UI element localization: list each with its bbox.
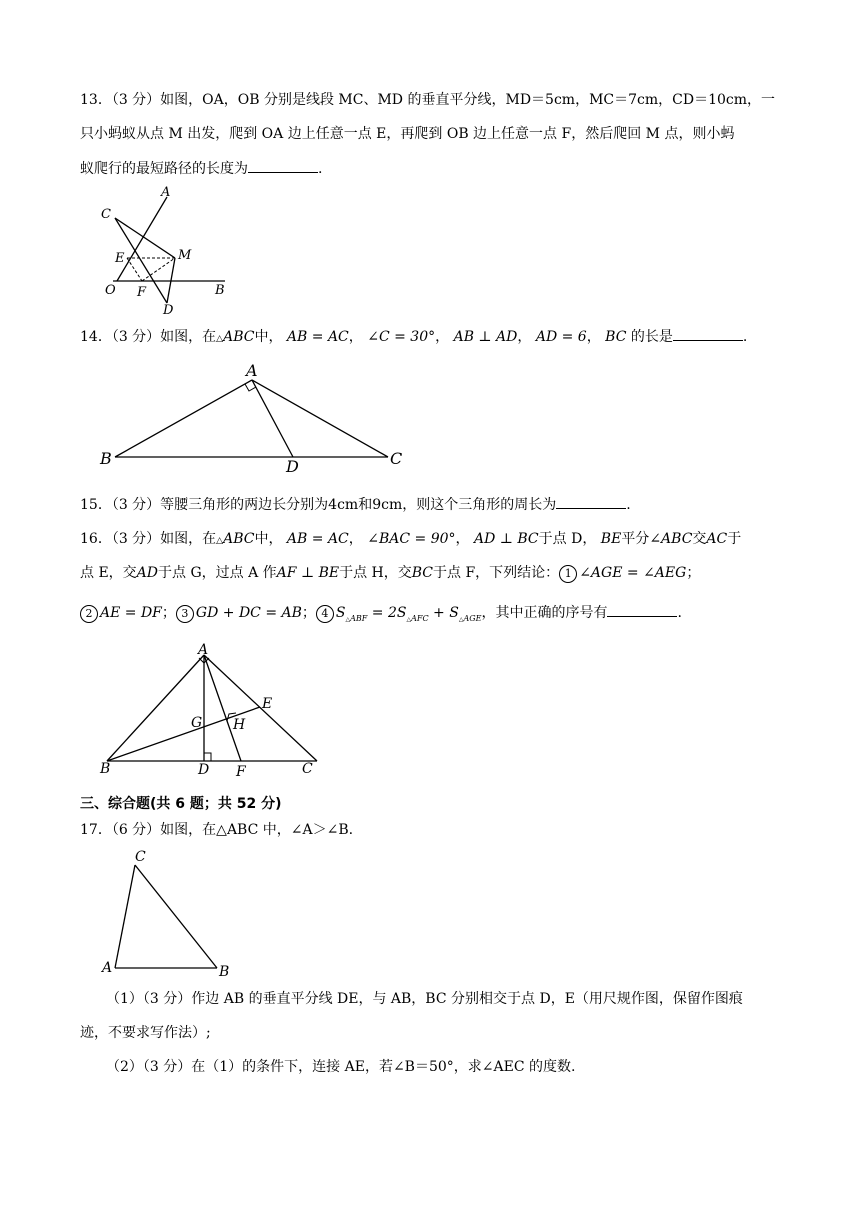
q14-ask-var: BC bbox=[605, 329, 627, 345]
q16-eq: = 2 bbox=[367, 605, 397, 621]
q16-semi1: ； bbox=[686, 565, 701, 581]
q14-sep2: ， bbox=[435, 329, 450, 345]
q14-figure bbox=[95, 358, 415, 478]
q16-line1: 16．（3 分）如图，在△ABC中， AB = AC， ∠BAC = 90°， AD ⊥ BC于点 D， BE平分∠ABC交AC于 bbox=[80, 531, 742, 547]
q13-label-f: F bbox=[137, 285, 147, 300]
q14-answer-blank bbox=[673, 326, 743, 341]
q16-mid: 中， bbox=[254, 531, 283, 547]
q16-af-be: AF ⊥ BE bbox=[276, 565, 340, 581]
q16-figure bbox=[95, 638, 335, 783]
q16-s1-sub: ABF bbox=[350, 613, 368, 623]
q13-label-c: C bbox=[101, 207, 111, 222]
q16-circle-4: 4 bbox=[316, 605, 334, 623]
q16-ask: ，其中正确的序号有 bbox=[481, 605, 608, 621]
q15-line bbox=[80, 494, 631, 515]
q16-line2-a: 点 E，交 bbox=[80, 565, 137, 581]
q16-label-c: C bbox=[302, 761, 313, 777]
q13-line3-suffix: . bbox=[318, 161, 323, 177]
q16-s2: S bbox=[396, 605, 407, 621]
q15-rest: ，则这个三角形的周长为 bbox=[402, 497, 557, 513]
q16-answer-blank bbox=[607, 602, 677, 617]
q15-suffix: . bbox=[626, 497, 631, 513]
q16-cond3: AD ⊥ BC bbox=[473, 531, 539, 547]
q14-cond2: ∠C = 30° bbox=[367, 329, 436, 345]
q16-line2-c: 于点 H，交 bbox=[339, 565, 412, 581]
q13-label-e: E bbox=[115, 251, 125, 266]
q14-cond1: AB = AC bbox=[286, 329, 349, 345]
q17-label-b: B bbox=[219, 964, 230, 980]
q17-part2: （2）（3 分）在（1）的条件下，连接 AE，若∠B＝50°，求∠AEC 的度数. bbox=[106, 1059, 576, 1075]
q16-line2-d: 于点 F，下列结论： bbox=[433, 565, 560, 581]
q16-circle-1: 1 bbox=[559, 565, 577, 583]
q16-line2 bbox=[80, 563, 700, 583]
q14-label-a: A bbox=[246, 361, 258, 380]
q14-cond3: AB ⊥ AD bbox=[453, 329, 518, 345]
q14-label-b: B bbox=[100, 449, 112, 468]
q14-suffix: . bbox=[742, 329, 748, 345]
q16-ac: AC bbox=[706, 531, 728, 547]
q16-label-e: E bbox=[262, 696, 273, 712]
q16-concl1: ∠AGE = ∠AEG bbox=[579, 565, 687, 581]
q14-line: 14．（3 分）如图，在△ABC中， AB = AC， ∠C = 30°， AB ⊥ AD， AD = 6， BC 的长是 . bbox=[80, 326, 747, 349]
q14-label-c: C bbox=[390, 449, 403, 468]
q16-sep2: ， bbox=[455, 531, 470, 547]
q14-cond4: AD = 6 bbox=[535, 329, 587, 345]
q13-label-b: B bbox=[215, 283, 225, 298]
q16-s3: S bbox=[449, 605, 459, 621]
q13-label-m: M bbox=[178, 248, 192, 263]
q16-line2-b: 于点 G，过点 A 作 bbox=[158, 565, 277, 581]
q16-semi2: ； bbox=[161, 605, 176, 621]
q17-figure bbox=[95, 845, 245, 980]
q16-triangle: ABC bbox=[223, 531, 255, 547]
q14-mid: 中， bbox=[254, 329, 283, 345]
q16-t3: 交 bbox=[692, 531, 707, 547]
q16-label-b: B bbox=[100, 761, 111, 777]
q13-label-d: D bbox=[163, 303, 174, 317]
q15-prefix: 15．（3 分）等腰三角形的两边长分别为 bbox=[80, 497, 329, 513]
q16-suffix: . bbox=[677, 605, 682, 621]
q16-t4: 于 bbox=[727, 531, 742, 547]
q13-line3-prefix: 蚁爬行的最短路径的长度为 bbox=[80, 161, 248, 177]
q14-sep1: ， bbox=[348, 329, 363, 345]
q16-cond2: ∠BAC = 90° bbox=[367, 531, 456, 547]
q16-concl3: GD + DC = AB bbox=[195, 605, 302, 621]
q13-line1: 13．（3 分）如图，OA，OB 分别是线段 MC、MD 的垂直平分线，MD＝5cm，MC＝7cm，CD＝10cm，一 bbox=[80, 92, 776, 108]
q16-line3: 2 AE = DF； 3 GD + DC = AB； 4 $S_{\triangle ABF} = 2S_{\triangle AFC} + S_{\triangle AGE}$，其中正确的序号有 . bbox=[80, 602, 682, 630]
q16-ad: AD bbox=[136, 565, 159, 581]
q16-semi3: ； bbox=[301, 605, 316, 621]
q16-t2: 平分 bbox=[621, 531, 650, 547]
q16-concl2: AE = DF bbox=[100, 605, 162, 621]
q15-and: 和 bbox=[358, 497, 373, 513]
q16-s3-sub: AGE bbox=[463, 613, 482, 623]
q16-label-a: A bbox=[198, 642, 209, 658]
q16-plus: + bbox=[428, 605, 450, 621]
q16-t1: 于点 D， bbox=[538, 531, 597, 547]
q16-circle-2: 2 bbox=[80, 605, 98, 623]
q13-label-a: A bbox=[161, 185, 171, 200]
q15-v1: 4cm bbox=[328, 497, 359, 513]
q16-cond1: AB = AC bbox=[286, 531, 349, 547]
q15-v2: 9cm bbox=[372, 497, 403, 513]
q16-label-g: G bbox=[191, 715, 203, 731]
q15-answer-blank bbox=[556, 494, 626, 509]
q14-label-d: D bbox=[286, 457, 299, 476]
q14-ask: 的长是 bbox=[630, 329, 673, 345]
q13-figure bbox=[95, 182, 245, 317]
q16-sep1: ， bbox=[348, 531, 363, 547]
q17-part1-line1: （1）（3 分）作边 AB 的垂直平分线 DE，与 AB，BC 分别相交于点 D，E（用尺规作图，保留作图痕 bbox=[106, 991, 743, 1007]
q14-sep3: ， bbox=[517, 329, 532, 345]
q13-line3 bbox=[80, 158, 322, 179]
q13-label-o: O bbox=[105, 283, 116, 298]
q16-label-f: F bbox=[236, 764, 246, 780]
q17-label-a: A bbox=[102, 960, 113, 976]
q16-label-d: D bbox=[198, 762, 210, 778]
q16-abc-angle: ∠ABC bbox=[649, 531, 693, 547]
q16-label-h: H bbox=[233, 717, 246, 733]
q14-triangle: ABC bbox=[223, 329, 255, 345]
q13-line2: 只小蚂蚁从点 M 出发，爬到 OA 边上任意一点 E，再爬到 OB 边上任意一点 F，然后爬回 M 点，则小蚂 bbox=[80, 126, 735, 142]
q16-circle-3: 3 bbox=[176, 605, 194, 623]
q14-prefix: 14．（3 分）如图，在 bbox=[80, 329, 217, 345]
q14-sep4: ， bbox=[586, 329, 601, 345]
q16-bc: BC bbox=[411, 565, 434, 581]
q17-label-c: C bbox=[135, 849, 146, 865]
section3-title: 三、综合题(共 6 题；共 52 分) bbox=[80, 796, 282, 812]
q16-prefix: 16．（3 分）如图，在 bbox=[80, 531, 217, 547]
q16-s2-sub: AFC bbox=[411, 613, 429, 623]
q16-s1: S bbox=[335, 605, 346, 621]
q17-text: 17．（6 分）如图，在△ABC 中，∠A＞∠B. bbox=[80, 822, 354, 838]
q16-be: BE bbox=[600, 531, 622, 547]
q13-answer-blank bbox=[248, 158, 318, 173]
q17-part1-line2: 迹，不要求写作法）; bbox=[80, 1025, 211, 1041]
